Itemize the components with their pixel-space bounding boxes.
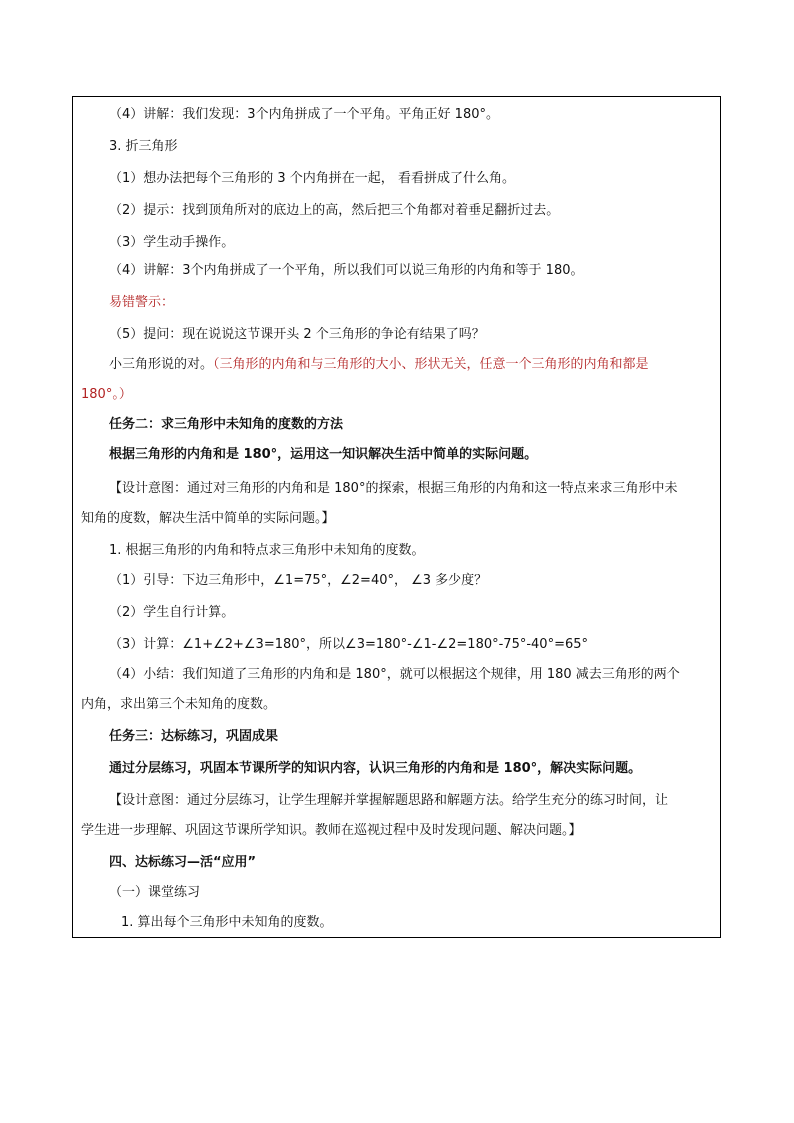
task-goal: 根据三角形的内角和是 180°，运用这一知识解决生活中简单的实际问题。 (109, 447, 538, 462)
answer-explanation: （三角形的内角和与三角形的大小、形状无关，任意一个三角形的内角和都是 (213, 357, 649, 372)
paragraph: （4）讲解：3个内角拼成了一个平角，所以我们可以说三角形的内角和等于 180。 (109, 263, 584, 278)
design-intent-continued: 知角的度数，解决生活中简单的实际问题。】 (81, 511, 335, 526)
paragraph: （1）想办法把每个三角形的 3 个内角拼在一起， 看看拼成了什么角。 (109, 171, 515, 186)
paragraph: （2）学生自行计算。 (109, 605, 235, 620)
paragraph: （1）引导：下边三角形中，∠1=75°，∠2=40°， ∠3 多少度？ (109, 573, 488, 588)
calculation: （3）计算：∠1+∠2+∠3=180°，所以∠3=180°-∠1-∠2=180°-75°-40°=65° (109, 637, 589, 652)
task-goal: 通过分层练习，巩固本节课所学的知识内容，认识三角形的内角和是 180°，解决实际问题。 (109, 761, 642, 776)
paragraph (109, 357, 649, 373)
subsection-heading: （一）课堂练习 (109, 885, 201, 900)
design-intent: 【设计意图：通过对三角形的内角和是 180°的探索，根据三角形的内角和这一特点来求三角形中未 (109, 481, 678, 496)
error-warning-label: 易错警示： (109, 295, 175, 310)
paragraph: （4）讲解：我们发现：3个内角拼成了一个平角。平角正好 180°。 (109, 107, 499, 122)
summary-continued: 内角，求出第三个未知角的度数。 (81, 697, 277, 712)
lesson-content-table-cell (72, 96, 721, 938)
task-heading: 任务三：达标练习，巩固成果 (109, 729, 279, 744)
answer-explanation-continued: 180°。） (81, 387, 132, 402)
paragraph: （2）提示：找到顶角所对的底边上的高，然后把三个角都对着垂足翻折过去。 (109, 203, 560, 218)
paragraph: （3）学生动手操作。 (109, 235, 235, 250)
paragraph: （5）提问：现在说说这节课开头 2 个三角形的争论有结果了吗？ (109, 327, 485, 342)
exercise-item: 1. 算出每个三角形中未知角的度数。 (121, 915, 333, 930)
design-intent: 【设计意图：通过分层练习，让学生理解并掌握解题思路和解题方法。给学生充分的练习时间，让 (109, 793, 669, 808)
summary: （4）小结：我们知道了三角形的内角和是 180°，就可以根据这个规律，用 180 减去三角形的两个 (109, 667, 680, 682)
section-heading: 3. 折三角形 (109, 139, 178, 154)
paragraph: 1. 根据三角形的内角和特点求三角形中未知角的度数。 (109, 543, 425, 558)
section-heading: 四、达标练习—活“应用” (109, 855, 257, 870)
design-intent-continued: 学生进一步理解、巩固这节课所学知识。教师在巡视过程中及时发现问题、解决问题。】 (81, 823, 582, 838)
task-heading: 任务二：求三角形中未知角的度数的方法 (109, 417, 344, 432)
answer-text: 小三角形说的对。 (109, 357, 214, 372)
